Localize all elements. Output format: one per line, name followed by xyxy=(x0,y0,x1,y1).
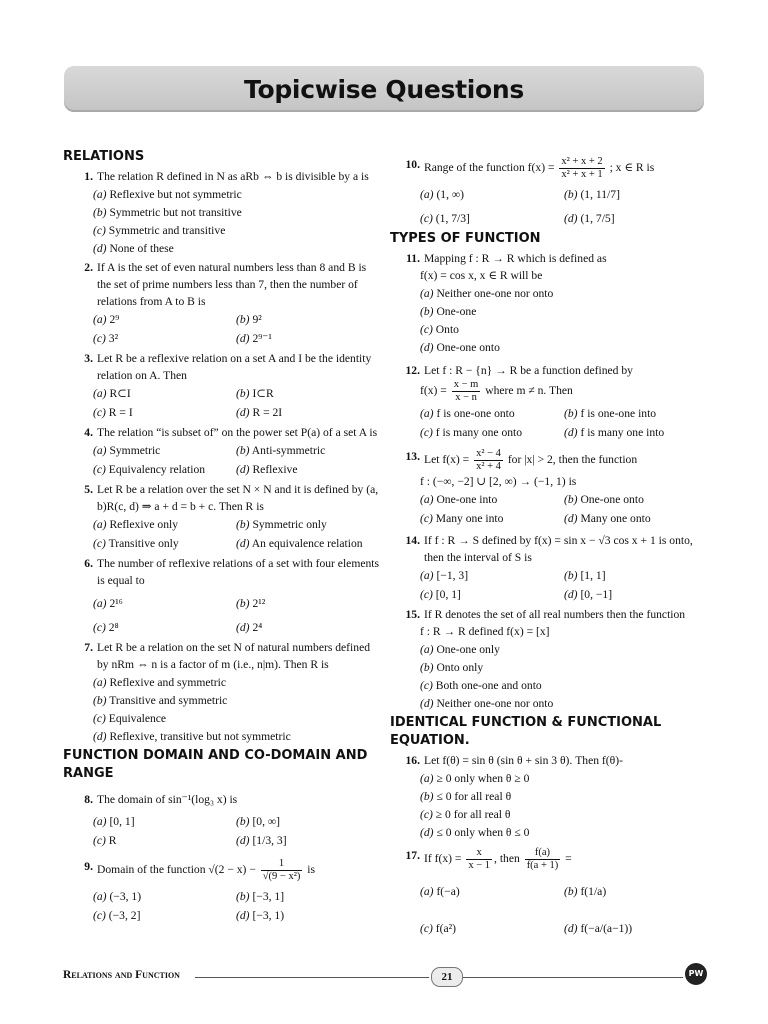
question-line-2: f(x) = $\frac{x - m}{x - n}$ where m ≠ n. Then xyxy=(420,379,573,403)
question-8 xyxy=(63,791,379,850)
question-text: Let f(x) = $\frac{\text{x² − 4}}{\text{x² + 4}}$ for |x| > 2, then the function xyxy=(424,448,638,472)
option-b: (b) Onto only xyxy=(420,661,484,674)
option-a: (a) (−3, 1) xyxy=(93,890,142,903)
option-d: (d) 2⁴ xyxy=(236,621,263,634)
option-c: (c) Symmetric and transitive xyxy=(93,224,226,237)
option-d: (d) Neither one-one nor onto xyxy=(420,697,554,710)
option-a: (a) Reflexive and symmetric xyxy=(93,676,226,689)
section-heading-types: TYPES OF FUNCTION xyxy=(390,231,541,246)
option-b: (b) Transitive and symmetric xyxy=(93,694,228,707)
option-b: (b) Symmetric only xyxy=(236,518,327,531)
option-d: (d) f is many one into xyxy=(564,426,665,439)
option-b: (b) One-one onto xyxy=(564,493,644,506)
page-footer xyxy=(63,966,708,986)
question-line-2: f : R → R defined f(x) = [x] xyxy=(420,625,550,638)
option-d: (d) None of these xyxy=(93,242,174,255)
question-1 xyxy=(63,168,379,257)
option-c: (c) R xyxy=(93,834,117,847)
option-b: (b) I⊂R xyxy=(236,387,274,400)
option-c: (c) Onto xyxy=(420,323,459,336)
section-heading-domain: FUNCTION DOMAIN AND CO-DOMAIN AND RANGE xyxy=(63,748,368,781)
right-column xyxy=(390,156,708,940)
question-9 xyxy=(63,858,379,925)
option-b: (b) 2¹² xyxy=(236,597,266,610)
question-number: 15. xyxy=(405,608,420,621)
option-d: (d) ≤ 0 only when θ ≤ 0 xyxy=(420,826,530,839)
option-a: (a) [−1, 3] xyxy=(420,569,469,582)
question-number: 3. xyxy=(84,352,93,365)
fraction: $\frac{f(a)}{f(a + 1)}$ xyxy=(526,847,559,871)
option-a: (a) Reflexive only xyxy=(93,518,179,531)
option-a: (a) One-one into xyxy=(420,493,498,506)
option-d: (d) (1, 7/5] xyxy=(564,212,615,225)
option-a: (a) f(−a) xyxy=(420,885,460,898)
question-number: 4. xyxy=(84,426,93,439)
option-c: (c) f is many one onto xyxy=(420,426,523,439)
question-text: Let f(θ) = sin θ (sin θ + sin 3 θ). Then f(θ)- xyxy=(424,754,623,767)
section-heading-identical: IDENTICAL FUNCTION & FUNCTIONAL EQUATION. xyxy=(390,715,662,748)
question-text: Let R be a relation over the set N × N and it is defined by (a, b)R(c, d) ⇒ a + d = b + c. Then R is xyxy=(97,483,379,513)
option-c: (c) (−3, 2] xyxy=(93,909,141,922)
option-b: (b) f is one-one into xyxy=(564,407,657,420)
option-c: (c) Many one into xyxy=(420,512,504,525)
option-b: (b) [1, 1] xyxy=(564,569,606,582)
pw-logo: PW xyxy=(685,963,707,985)
page-number: 21 xyxy=(431,967,463,987)
left-column xyxy=(63,146,379,927)
question-16 xyxy=(390,752,708,841)
option-d: (d) [0, −1] xyxy=(564,588,613,601)
option-d: (d) Reflexive xyxy=(236,463,298,476)
option-a: (a) ≥ 0 only when θ ≥ 0 xyxy=(420,772,530,785)
option-c: (c) Equivalency relation xyxy=(93,463,206,476)
question-number: 14. xyxy=(405,534,420,547)
question-11 xyxy=(390,250,708,356)
option-b: (b) One-one xyxy=(420,305,477,318)
option-c: (c) [0, 1] xyxy=(420,588,461,601)
question-text: The relation R defined in N as aRb ⇔ b is divisible by a is xyxy=(97,170,369,183)
option-a: (a) Neither one-one nor onto xyxy=(420,287,554,300)
option-d: (d) [−3, 1) xyxy=(236,909,285,922)
question-6 xyxy=(63,555,379,637)
question-text: If f(x) = $\frac{x}{x - 1}$ , then $\frac{f(a)}{f(a + 1)}$ = xyxy=(424,847,572,871)
fraction: $\frac{\text{x² − 4}}{\text{x² + 4}}$ xyxy=(476,448,501,472)
option-a: (a) (1, ∞) xyxy=(420,188,465,201)
question-number: 5. xyxy=(84,483,93,496)
question-text: If R denotes the set of all real numbers then the function xyxy=(424,608,686,621)
option-d: (d) R = 2I xyxy=(236,406,283,419)
question-number: 11. xyxy=(406,252,420,265)
option-d: (d) [1/3, 3] xyxy=(236,834,287,847)
question-text: Let f : R − {n} → R be a function defined by xyxy=(424,364,633,377)
option-d: (d) f(−a/(a−1)) xyxy=(564,922,633,935)
option-c: (c) (1, 7/3] xyxy=(420,212,470,225)
question-number: 6. xyxy=(84,557,93,570)
question-text: Domain of the function √(2 − x) − $\frac{1}{\text{√(9 − x²)}}$ is xyxy=(97,858,315,882)
option-b: (b) 9² xyxy=(236,313,262,326)
option-a: (a) [0, 1] xyxy=(93,815,135,828)
option-a: (a) f is one-one onto xyxy=(420,407,515,420)
question-text: Range of the function f(x) = $\frac{\text{x² + x + 2}}{\text{x² + x + 1}}$ ; x ∈ R is xyxy=(424,156,655,180)
question-text: Mapping f : R → R which is defined as xyxy=(424,252,607,265)
option-a: (a) Symmetric xyxy=(93,444,161,457)
fraction: $\frac{\text{x² + x + 2}}{\text{x² + x + 1}}$ xyxy=(561,156,603,180)
question-2 xyxy=(63,259,379,348)
question-number: 10. xyxy=(405,158,420,171)
question-line-2: f : (−∞, −2] ∪ [2, ∞) → (−1, 1) is xyxy=(420,475,577,488)
option-b: (b) f(1/a) xyxy=(564,885,607,898)
option-a: (a) R⊂I xyxy=(93,387,131,400)
option-c: (c) Transitive only xyxy=(93,537,179,550)
fraction: $\frac{1}{\text{√(9 − x²)}}$ xyxy=(262,858,301,882)
question-number: 16. xyxy=(405,754,420,767)
option-c: (c) R = I xyxy=(93,406,133,419)
option-b: (b) [0, ∞] xyxy=(236,815,281,828)
footer-divider xyxy=(195,977,429,978)
question-text: The domain of sin⁻¹(log₃ x) is xyxy=(97,793,238,806)
question-text: If f : R → S defined by f(x) = sin x − √3 cos x + 1 is onto, then the interval of S is xyxy=(424,534,693,564)
question-5 xyxy=(63,481,379,553)
question-number: 13. xyxy=(405,450,420,463)
question-10 xyxy=(390,156,708,228)
fraction: $\frac{x}{x - 1}$ xyxy=(468,847,491,871)
question-4 xyxy=(63,424,379,479)
option-c: (c) Both one-one and onto xyxy=(420,679,542,692)
question-number: 9. xyxy=(84,860,93,873)
question-text: If A is the set of even natural numbers less than 8 and B is the set of prime numbers less than 7, then the number of relations from A to B is xyxy=(97,261,367,308)
option-b: (b) Anti-symmetric xyxy=(236,444,326,457)
option-c: (c) 2⁸ xyxy=(93,621,119,634)
question-12 xyxy=(390,362,708,442)
option-b: (b) Symmetric but not transitive xyxy=(93,206,242,219)
option-a: (a) 2⁹ xyxy=(93,313,120,326)
option-b: (b) (1, 11/7] xyxy=(564,188,620,201)
option-c: (c) ≥ 0 for all real θ xyxy=(420,808,511,821)
option-c: (c) f(a²) xyxy=(420,922,456,935)
option-c: (c) Equivalence xyxy=(93,712,167,725)
fraction: $\frac{x - m}{x - n}$ xyxy=(453,379,479,403)
question-number: 2. xyxy=(84,261,93,274)
question-number: 8. xyxy=(84,793,93,806)
question-number: 17. xyxy=(405,849,420,862)
option-d: (d) One-one onto xyxy=(420,341,500,354)
question-number: 7. xyxy=(84,641,93,654)
option-b: (b) [−3, 1] xyxy=(236,890,285,903)
question-text: The number of reflexive relations of a set with four elements is equal to xyxy=(97,557,380,587)
question-number: 12. xyxy=(405,364,420,377)
option-a: (a) Reflexive but not symmetric xyxy=(93,188,242,201)
question-text: The relation “is subset of” on the power set P(a) of a set A is xyxy=(97,426,378,439)
option-d: (d) Reflexive, transitive but not symmetric xyxy=(93,730,291,743)
option-d: (d) 2⁹⁻¹ xyxy=(236,332,272,345)
footer-divider xyxy=(463,977,683,978)
question-13 xyxy=(390,448,708,528)
question-7 xyxy=(63,639,379,745)
question-number: 1. xyxy=(84,170,93,183)
question-15 xyxy=(390,606,708,712)
question-17 xyxy=(390,847,708,938)
option-b: (b) ≤ 0 for all real θ xyxy=(420,790,512,803)
question-line-2: f(x) = cos x, x ∈ R will be xyxy=(420,269,543,282)
option-a: (a) One-one only xyxy=(420,643,500,656)
footer-chapter-title: Relations and Function xyxy=(63,969,180,981)
page-banner xyxy=(64,66,704,112)
question-text: Let R be a relation on the set N of natural numbers defined by nRm ⇔ n is a factor of m (i.e., n|m). Then R is xyxy=(97,641,371,671)
question-text: Let R be a reflexive relation on a set A and I be the identity relation on A. Then xyxy=(97,352,372,382)
question-14 xyxy=(390,532,708,604)
question-3 xyxy=(63,350,379,422)
option-a: (a) 2¹⁶ xyxy=(93,597,123,610)
option-d: (d) Many one onto xyxy=(564,512,651,525)
option-d: (d) An equivalence relation xyxy=(236,537,363,550)
page-title: Topicwise Questions xyxy=(244,74,524,104)
option-c: (c) 3² xyxy=(93,332,119,345)
section-heading-relations: RELATIONS xyxy=(63,149,145,164)
